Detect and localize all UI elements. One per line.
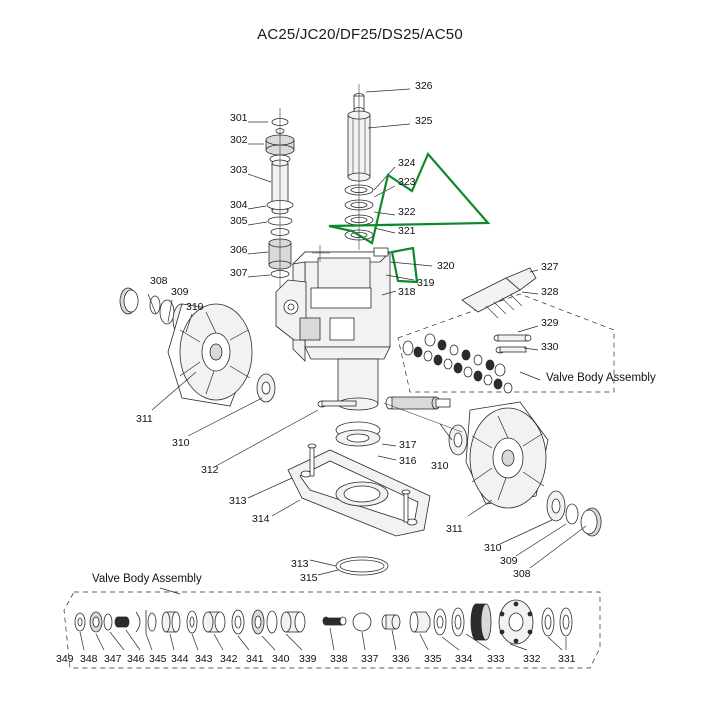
callout-346: 346 — [127, 653, 145, 665]
callout-342: 342 — [220, 653, 238, 665]
callout-311-left: 311 — [136, 413, 153, 425]
callout-332: 332 — [523, 653, 541, 665]
callout-315: 315 — [300, 572, 318, 584]
callout-319: 319 — [417, 277, 435, 289]
right-wheel-assembly — [449, 402, 601, 568]
callout-329: 329 — [541, 317, 559, 329]
callout-338: 338 — [330, 653, 348, 665]
callout-328: 328 — [541, 286, 559, 298]
callout-307: 307 — [230, 267, 248, 279]
callout-326: 326 — [415, 80, 433, 92]
handle-parts — [462, 268, 538, 353]
callout-317: 317 — [399, 439, 417, 451]
callout-333: 333 — [487, 653, 505, 665]
main-valve-body — [276, 245, 390, 410]
callout-340: 340 — [272, 653, 290, 665]
callout-334: 334 — [455, 653, 473, 665]
callout-308-left: 308 — [150, 275, 168, 287]
callout-318: 318 — [398, 286, 416, 298]
callout-325: 325 — [415, 115, 433, 127]
valve-body-assembly-label-lower: Valve Body Assembly — [92, 573, 202, 585]
callout-310-right-upper: 310 — [431, 460, 449, 472]
callout-301: 301 — [230, 112, 248, 124]
callout-348: 348 — [80, 653, 98, 665]
page-title: AC25/JC20/DF25/DS25/AC50 — [257, 26, 463, 43]
callout-309-right: 309 — [500, 555, 518, 567]
callout-331: 331 — [558, 653, 576, 665]
callout-308-right: 308 — [513, 568, 531, 580]
callout-344: 344 — [171, 653, 189, 665]
callout-336: 336 — [392, 653, 410, 665]
callout-316: 316 — [399, 455, 417, 467]
upper-stack-parts — [266, 108, 294, 290]
valve-body-assembly-label-upper: Valve Body Assembly — [546, 372, 656, 384]
callout-314: 314 — [252, 513, 270, 525]
callout-349: 349 — [56, 653, 74, 665]
callout-330: 330 — [541, 341, 559, 353]
callout-343: 343 — [195, 653, 213, 665]
callout-302: 302 — [230, 134, 248, 146]
callout-304: 304 — [230, 199, 248, 211]
callout-311-right: 311 — [446, 523, 463, 535]
callout-310-left-lower: 310 — [172, 437, 190, 449]
callout-321: 321 — [398, 225, 416, 237]
callout-322: 322 — [398, 206, 416, 218]
callout-310-right-lower: 310 — [484, 542, 502, 554]
callout-303: 303 — [230, 164, 248, 176]
callout-313-upper: 313 — [229, 495, 247, 507]
callout-312: 312 — [201, 464, 219, 476]
callout-310-left-upper: 310 — [186, 301, 204, 313]
callout-335: 335 — [424, 653, 442, 665]
callout-305: 305 — [230, 215, 248, 227]
callout-327: 327 — [541, 261, 559, 273]
callout-347: 347 — [104, 653, 122, 665]
callout-339: 339 — [299, 653, 317, 665]
callout-320: 320 — [437, 260, 455, 272]
callout-309-left: 309 — [171, 286, 189, 298]
callout-337: 337 — [361, 653, 379, 665]
callout-341: 341 — [246, 653, 264, 665]
callout-306: 306 — [230, 244, 248, 256]
callout-345: 345 — [149, 653, 167, 665]
callout-324: 324 — [398, 157, 416, 169]
callout-323: 323 — [398, 176, 416, 188]
callout-313-lower: 313 — [291, 558, 309, 570]
